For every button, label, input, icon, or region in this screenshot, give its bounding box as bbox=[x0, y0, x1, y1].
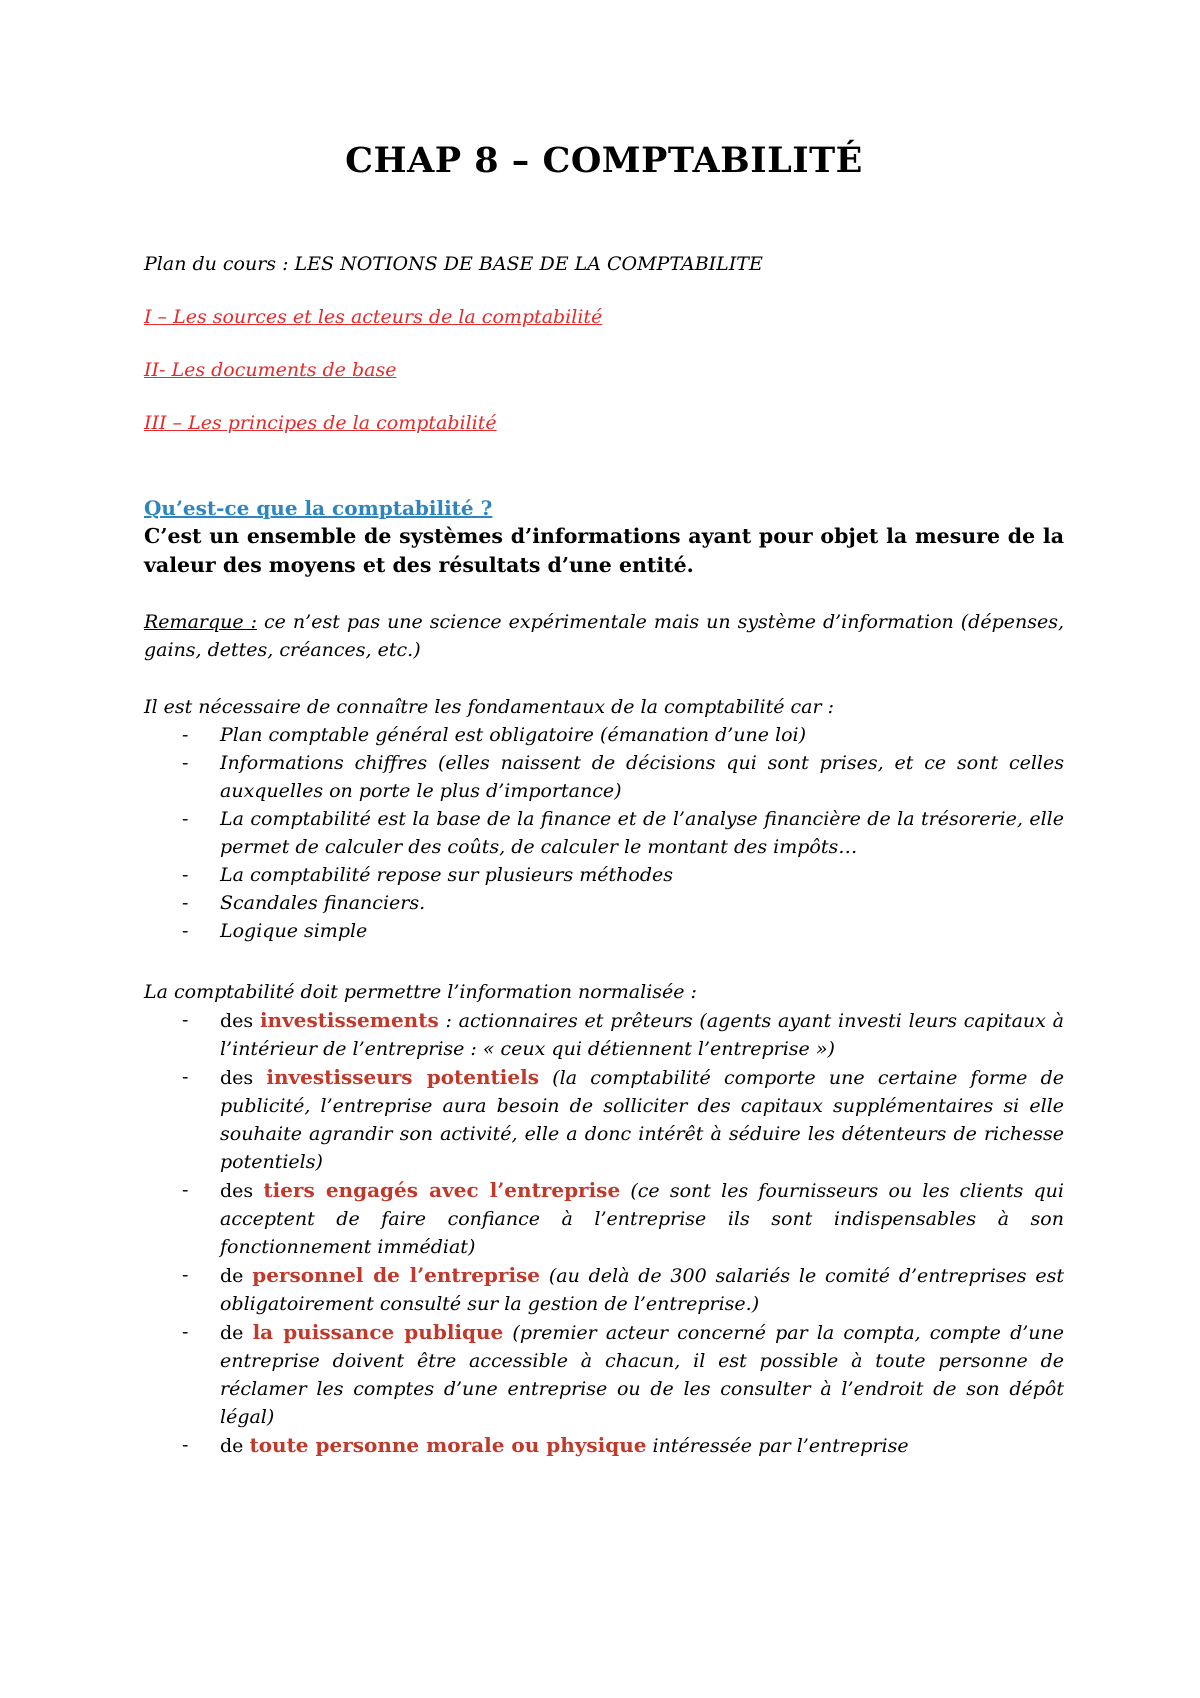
plan-item-2: II- Les documents de base bbox=[144, 359, 397, 381]
list-item: - de personnel de l’entreprise (au delà de 300 salariés le comité d’entreprises est obligatoirement consulté sur la gestion de l’entreprise.) bbox=[182, 1263, 1064, 1315]
highlight-term: personnel de l’entreprise bbox=[252, 1263, 541, 1287]
question-heading: Qu’est-ce que la comptabilité ? bbox=[144, 496, 493, 520]
plan-item-3: III – Les principes de la comptabilité bbox=[144, 412, 497, 434]
highlight-term: toute personne morale ou physique bbox=[249, 1433, 647, 1457]
plan-label: Plan du cours : LES NOTIONS DE BASE DE LA COMPTABILITE bbox=[144, 253, 763, 275]
list-item: - Plan comptable général est obligatoire (émanation d’une loi) bbox=[182, 724, 807, 746]
list-item: - des investissements : actionnaires et prêteurs (agents ayant investi leurs capitaux à l’intérieur de l’entreprise : « ceux qui détiennent l’entreprise ») bbox=[182, 1008, 1064, 1060]
list-item: - de la puissance publique (premier acteur concerné par la compta, compte d’une entreprise doivent être accessible à chacun, il est possible à toute personne de réclamer les comptes d’une entreprise ou de les consulter à l’endroit de son dépôt légal) bbox=[182, 1320, 1064, 1428]
list-item: - La comptabilité est la base de la finance et de l’analyse financière de la trésorerie, elle permet de calculer des coûts, de calculer le montant des impôts… bbox=[182, 808, 1064, 858]
list-item: - des tiers engagés avec l’entreprise (ce sont les fournisseurs ou les clients qui acceptent de faire confiance à l’entreprise ils sont indispensables à son fonctionnement immédiat) bbox=[182, 1178, 1064, 1258]
remark-label: Remarque : bbox=[144, 611, 258, 633]
highlight-term: investisseurs potentiels bbox=[266, 1065, 539, 1089]
section2-intro: La comptabilité doit permettre l’information normalisée : bbox=[144, 981, 697, 1003]
definition-text: C’est un ensemble de systèmes d’informations ayant pour objet la mesure de la valeur des moyens et des résultats d’une entité. bbox=[144, 524, 1064, 577]
list-item: - Logique simple bbox=[182, 920, 368, 942]
highlight-term: tiers engagés avec l’entreprise bbox=[263, 1178, 621, 1202]
section2-list bbox=[182, 1006, 1064, 1460]
section1-list bbox=[182, 721, 1064, 945]
highlight-term: investissements bbox=[259, 1008, 439, 1032]
highlight-term: la puissance publique bbox=[252, 1320, 504, 1344]
list-item: - des investisseurs potentiels (la comptabilité comporte une certaine forme de publicité, l’entreprise aura besoin de solliciter des capitaux supplémentaires si elle souhaite agrandir son activité, elle a donc intérêt à séduire les détenteurs de richesse potentiels) bbox=[182, 1065, 1064, 1173]
list-item: - de toute personne morale ou physique intéressée par l’entreprise bbox=[182, 1433, 909, 1457]
list-item: - Scandales financiers. bbox=[182, 892, 426, 914]
plan-item-1: I – Les sources et les acteurs de la comptabilité bbox=[144, 306, 603, 328]
section1-intro: Il est nécessaire de connaître les fondamentaux de la comptabilité car : bbox=[144, 696, 835, 718]
remark-text: ce n’est pas une science expérimentale mais un système d’information (dépenses, gains, dettes, créances, etc.) bbox=[144, 611, 1064, 661]
remark-paragraph bbox=[144, 608, 1064, 664]
list-item: - La comptabilité repose sur plusieurs méthodes bbox=[182, 864, 673, 886]
list-item: - Informations chiffres (elles naissent de décisions qui sont prises, et ce sont celles auxquelles on porte le plus d’importance) bbox=[182, 752, 1064, 802]
page-title: CHAP 8 – COMPTABILITÉ bbox=[345, 140, 863, 181]
